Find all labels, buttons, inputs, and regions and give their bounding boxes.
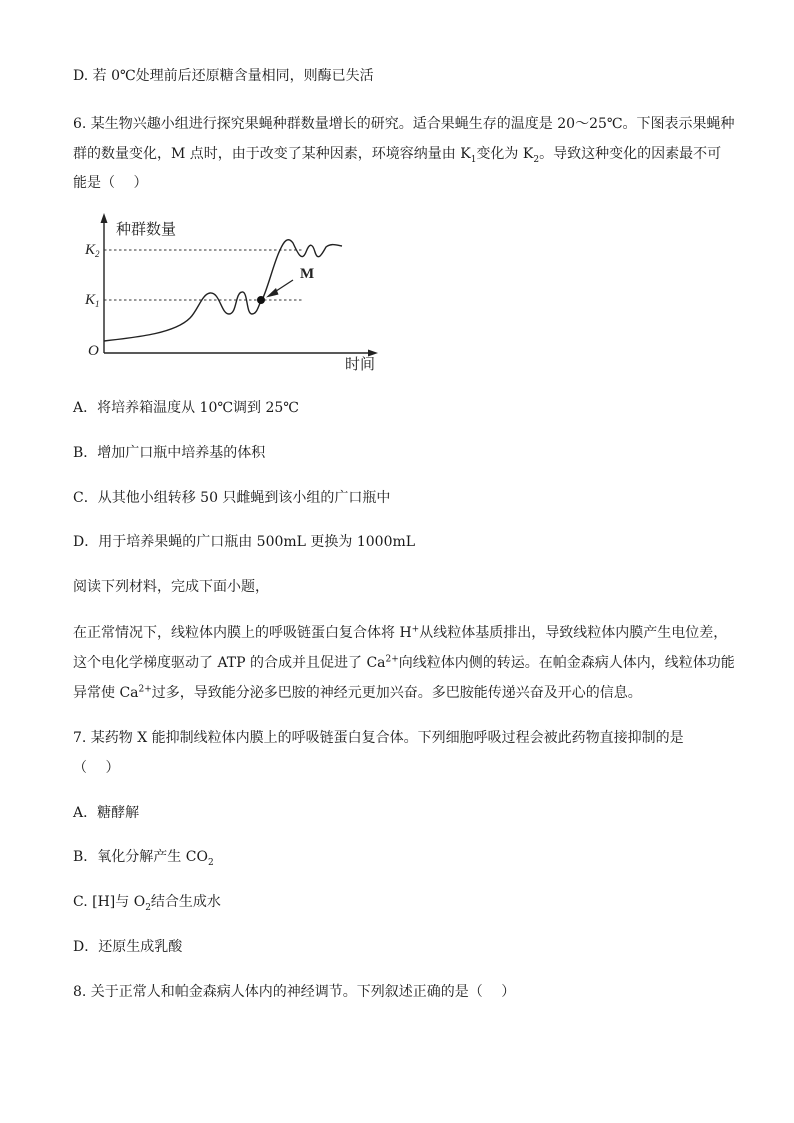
y-axis-label: 种群数量: [116, 220, 177, 238]
ca-ion-sup-2: 2+: [138, 684, 152, 695]
q6-option-d: D．用于培养果蝇的广口瓶由 500mL 更换为 1000mL: [73, 534, 416, 550]
q6-stem-line-2: [73, 144, 721, 164]
q7-b-text: B．氧化分解产生 CO: [73, 849, 208, 865]
reading-3a: 异常使 Ca: [73, 685, 139, 701]
q5-option-d: D. 若 0℃处理前后还原糖含量相同，则酶已失活: [73, 68, 374, 84]
o2-sub: 2: [145, 902, 151, 913]
population-curve-figure: [80, 210, 390, 375]
k2-subscript: 2: [533, 154, 540, 165]
population-curve: [104, 240, 342, 341]
k1-sub: 1: [95, 299, 100, 309]
reading-line-1: [73, 623, 727, 643]
h-ion-sup: +: [411, 624, 420, 635]
q7-option-a: A．糖酵解: [73, 805, 140, 821]
m-pointer-arrow-icon: [266, 288, 279, 298]
reading-3b: 过多，导致能分泌多巴胺的神经元更加兴奋。多巴胺能传递兴奋及开心的信息。: [151, 685, 642, 701]
x-axis-label: 时间: [345, 355, 376, 373]
q7-c-text-b: 结合生成水: [150, 894, 221, 910]
ca-ion-sup-1: 2+: [385, 654, 399, 665]
reading-2b: 向线粒体内侧的转运。在帕金森病人体内，线粒体功能: [398, 655, 735, 671]
reading-line-3: [73, 683, 642, 703]
k1-label: [84, 292, 100, 309]
q8-stem: 8. 关于正常人和帕金森病人体内的神经调节。下列叙述正确的是（ ）: [73, 984, 516, 1000]
q7-option-c: [73, 892, 221, 912]
q7-option-b: [73, 847, 214, 867]
q6-option-a: A．将培养箱温度从 10℃调到 25℃: [73, 400, 299, 416]
k2-label: [84, 242, 100, 259]
reading-intro: 阅读下列材料，完成下面小题，: [73, 579, 269, 595]
reading-2a: 这个电化学梯度驱动了 ATP 的合成并且促进了 Ca: [73, 655, 386, 671]
q6-option-c: C．从其他小组转移 50 只雌蝇到该小组的广口瓶中: [73, 490, 391, 506]
q6-stem-line-3: 能是（ ）: [73, 175, 148, 191]
q6-stem-text-b: 变化为 K: [476, 146, 534, 162]
m-point-label: M: [300, 266, 315, 282]
q7-stem-line-2: （ ）: [73, 760, 120, 776]
k1-letter: K: [85, 292, 96, 308]
q6-stem-text-a: 群的数量变化，M 点时，由于改变了某种因素，环境容纳量由 K: [73, 146, 471, 162]
q6-stem-text-c: 。导致这种变化的因素最不可: [539, 146, 722, 162]
q7-stem-line-1: 7. 某药物 X 能抑制线粒体内膜上的呼吸链蛋白复合体。下列细胞呼吸过程会被此药物直接抑制的是: [73, 730, 684, 746]
q6-option-b: B．增加广口瓶中培养基的体积: [73, 445, 266, 461]
reading-1a: 在正常情况下，线粒体内膜上的呼吸链蛋白复合体将 H: [73, 625, 412, 641]
q7-option-d: D．还原生成乳酸: [73, 939, 183, 955]
y-axis-arrow-icon: [101, 213, 108, 223]
k1-subscript: 1: [470, 154, 477, 165]
q6-stem-line-1: 6. 某生物兴趣小组进行探究果蝇种群数量增长的研究。适合果蝇生存的温度是 20～25℃。下图表示果蝇种: [73, 116, 735, 132]
q7-c-text-a: C. [H]与 O: [73, 894, 146, 910]
k2-letter: K: [85, 242, 96, 258]
co2-sub: 2: [207, 857, 214, 868]
origin-label: O: [88, 343, 99, 359]
reading-1b: 从线粒体基质排出，导致线粒体内膜产生电位差，: [419, 625, 728, 641]
m-point: [257, 296, 265, 304]
k2-sub: 2: [95, 249, 100, 259]
reading-line-2: [73, 653, 735, 673]
